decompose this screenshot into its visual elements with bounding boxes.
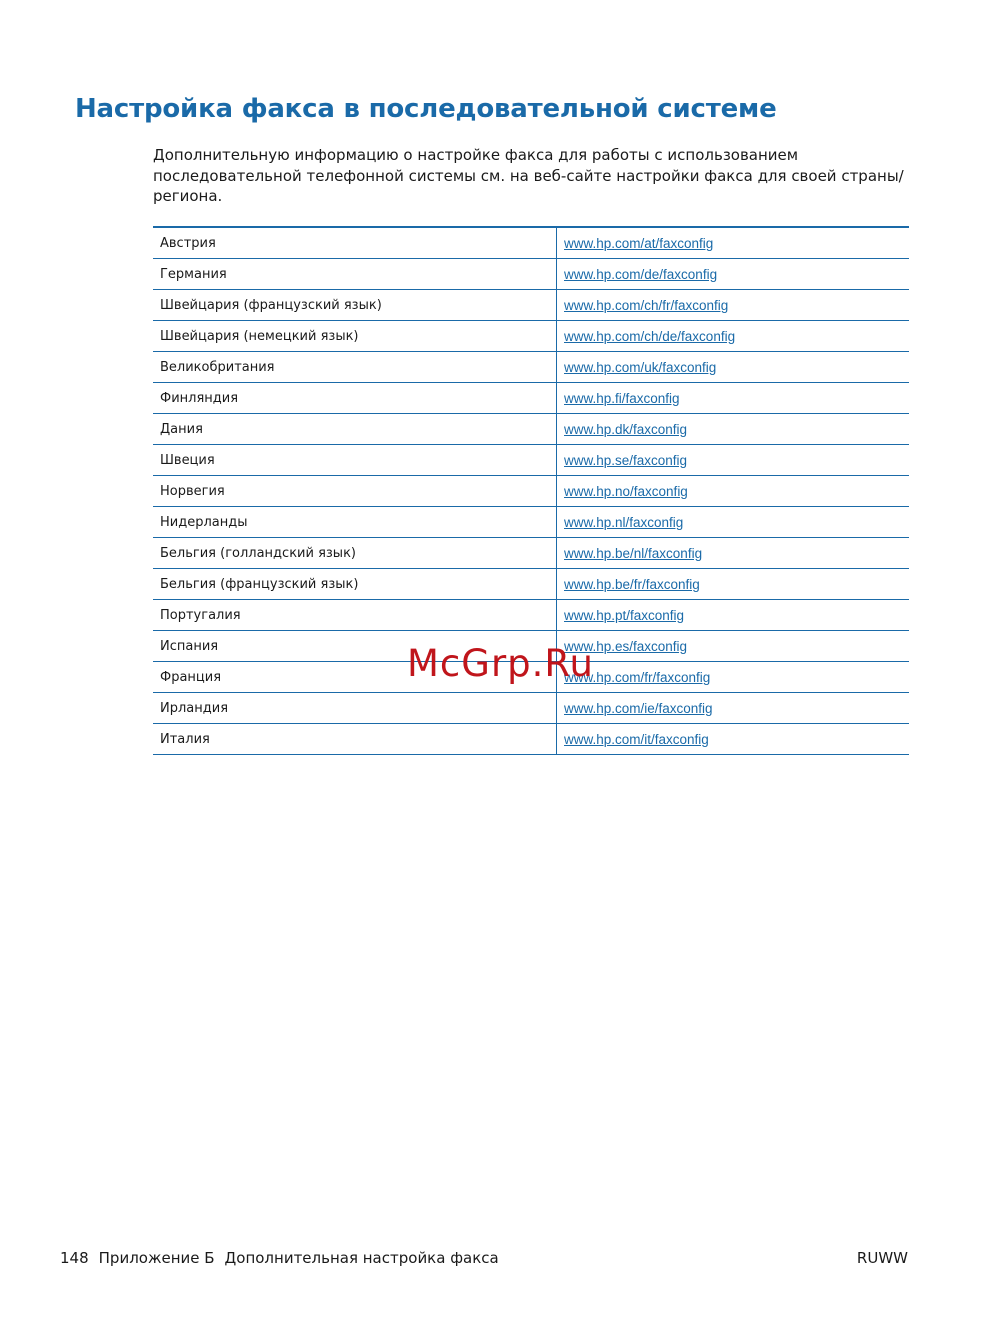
country-cell: Норвегия [153,476,557,507]
table-row [153,507,909,538]
url-cell [557,569,910,600]
table-row [153,662,909,693]
fax-config-table-body [153,227,909,755]
url-cell [557,352,910,383]
faxconfig-link[interactable]: www.hp.com/uk/faxconfig [564,359,717,375]
table-row [153,631,909,662]
table-row [153,352,909,383]
table-row [153,259,909,290]
country-cell: Италия [153,724,557,755]
country-cell: Ирландия [153,693,557,724]
page-footer [60,1249,509,1267]
url-cell [557,724,910,755]
country-cell: Швеция [153,445,557,476]
watermark: McGrp.Ru [407,642,594,685]
faxconfig-link[interactable]: www.hp.es/faxconfig [564,638,688,654]
faxconfig-link[interactable]: www.hp.com/ie/faxconfig [564,700,713,716]
url-cell [557,507,910,538]
table-row [153,383,909,414]
url-cell [557,290,910,321]
table-row [153,290,909,321]
faxconfig-link[interactable]: www.hp.dk/faxconfig [564,421,688,437]
table-row [153,227,909,259]
faxconfig-link[interactable]: www.hp.com/ch/fr/faxconfig [564,297,729,313]
faxconfig-link[interactable]: www.hp.com/at/faxconfig [564,235,714,251]
country-cell: Австрия [153,227,557,259]
table-row [153,476,909,507]
country-cell: Финляндия [153,383,557,414]
url-cell [557,662,910,693]
table-row [153,538,909,569]
country-cell: Швейцария (немецкий язык) [153,321,557,352]
country-cell: Нидерланды [153,507,557,538]
table-row [153,569,909,600]
faxconfig-link[interactable]: www.hp.fi/faxconfig [564,390,680,406]
footer-section: Приложение Б [98,1249,215,1267]
faxconfig-link[interactable]: www.hp.no/faxconfig [564,483,688,499]
faxconfig-link[interactable]: www.hp.pt/faxconfig [564,607,685,623]
footer-chapter: Дополнительная настройка факса [224,1249,499,1267]
country-cell: Франция [153,662,557,693]
country-cell: Великобритания [153,352,557,383]
faxconfig-link[interactable]: www.hp.com/fr/faxconfig [564,669,711,685]
country-cell: Испания [153,631,557,662]
country-cell: Бельгия (голландский язык) [153,538,557,569]
url-cell [557,259,910,290]
fax-config-table [153,226,909,755]
page-number: 148 [60,1249,89,1267]
faxconfig-link[interactable]: www.hp.be/fr/faxconfig [564,576,700,592]
table-row [153,445,909,476]
url-cell [557,227,910,259]
table-row [153,414,909,445]
faxconfig-link[interactable]: www.hp.nl/faxconfig [564,514,684,530]
page-title: Настройка факса в последовательной системе [75,94,777,124]
url-cell [557,476,910,507]
table-row [153,321,909,352]
url-cell [557,321,910,352]
country-cell: Дания [153,414,557,445]
url-cell [557,383,910,414]
footer-locale: RUWW [856,1249,908,1267]
country-cell: Германия [153,259,557,290]
country-cell: Португалия [153,600,557,631]
table-row [153,724,909,755]
url-cell [557,600,910,631]
intro-paragraph: Дополнительную информацию о настройке факса для работы с использованием последовательной телефонной системы см. на веб-сайте настройки факса для своей страны/региона. [153,146,904,205]
url-cell [557,538,910,569]
url-cell [557,414,910,445]
faxconfig-link[interactable]: www.hp.com/de/faxconfig [564,266,718,282]
country-cell: Швейцария (французский язык) [153,290,557,321]
faxconfig-link[interactable]: www.hp.se/faxconfig [564,452,688,468]
url-cell [557,631,910,662]
faxconfig-link[interactable]: www.hp.be/nl/faxconfig [564,545,703,561]
url-cell [557,445,910,476]
table-row [153,600,909,631]
table-row [153,693,909,724]
faxconfig-link[interactable]: www.hp.com/ch/de/faxconfig [564,328,736,344]
faxconfig-link[interactable]: www.hp.com/it/faxconfig [564,731,709,747]
url-cell [557,693,910,724]
country-cell: Бельгия (французский язык) [153,569,557,600]
